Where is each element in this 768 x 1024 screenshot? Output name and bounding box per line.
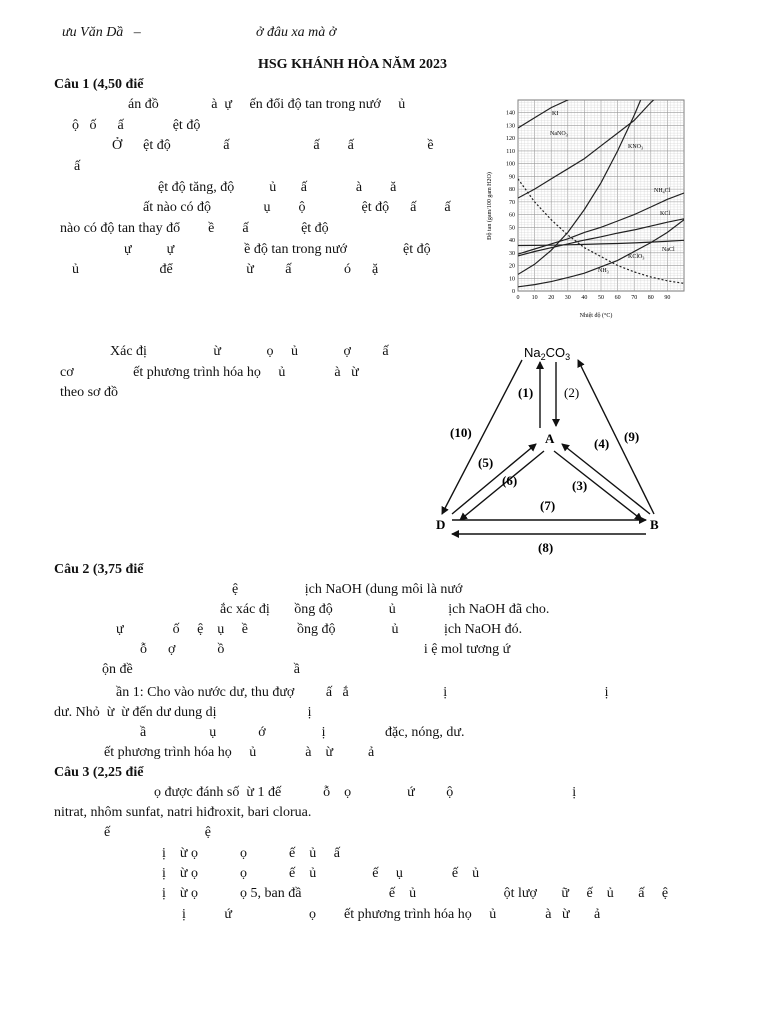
- q1-line: án đồ à ự ến đổi độ tan trong nướ ủ: [128, 97, 406, 112]
- edge-label-6: (6): [502, 473, 518, 488]
- chart-x-tick-label: 30: [564, 295, 571, 301]
- q1-heading: Câu 1 (4,50 điể: [54, 77, 144, 92]
- chart-x-tick-label: 70: [631, 295, 638, 301]
- q2-line: ết phương trình hóa họ ủ à ừ ả: [104, 745, 375, 760]
- edge-label-10: (10): [450, 425, 472, 440]
- arrow-3: [554, 451, 642, 520]
- chart-y-tick-label: 50: [509, 225, 515, 232]
- page-title: HSG KHÁNH HÒA NĂM 2023: [258, 57, 448, 72]
- q3-line: ế ệ: [104, 825, 211, 840]
- chart-y-tick-label: 60: [509, 212, 515, 219]
- chart-y-tick-label: 70: [509, 199, 515, 206]
- q2-heading: Câu 2 (3,75 điể: [54, 562, 144, 577]
- series-label-kcl: KCl: [660, 211, 671, 217]
- chart-x-tick-label: 80: [647, 295, 654, 301]
- q1-part2-line: theo sơ đồ: [60, 385, 118, 400]
- node-na2co3: $Na_2CO_3$: [524, 345, 571, 362]
- series-label-kno3: $KNO_3$: [628, 144, 643, 151]
- q2-line: ộn đề ầ: [102, 662, 300, 677]
- q1-line: ấ: [74, 159, 81, 174]
- edge-label-9: (9): [624, 429, 640, 444]
- solubility-chart: [478, 86, 696, 320]
- header-author: ưu Văn Dầ –: [62, 25, 141, 40]
- reaction-scheme: [418, 336, 680, 562]
- q2-line: ệ ịch NaOH (dung môi là nướ: [232, 582, 463, 597]
- q1-line: ự ự ề độ tan trong nướ ệt độ: [124, 242, 431, 257]
- chart-y-tick-label: 80: [509, 187, 515, 194]
- edge-label-2: (2): [564, 385, 580, 400]
- chart-y-tick-label: 0: [512, 289, 515, 295]
- series-label-nacl: NaCl: [662, 247, 675, 253]
- q1-line: ộ ố ấ ệt độ: [72, 118, 201, 133]
- chart-x-tick-label: 20: [548, 295, 555, 301]
- q2-line: ỗ ợ ồ i ệ mol tương ứ: [140, 642, 511, 657]
- q1-line: Ở ệt độ ấ ấ ấ ề: [112, 138, 434, 153]
- series-label-kclo3: KClO$_3$: [628, 254, 645, 261]
- chart-y-tick-label: 90: [509, 174, 515, 181]
- chart-y-tick-label: 140: [506, 110, 515, 117]
- chart-y-tick-label: 100: [506, 161, 515, 168]
- q2-line: ắc xác đị ồng độ ủ ịch NaOH đã cho.: [220, 602, 550, 617]
- arrow-9: [578, 360, 654, 514]
- chart-y-tick-label: 10: [509, 276, 515, 283]
- q3-line: ị ừ ọ ọ ế ủ ấ: [162, 846, 340, 861]
- q2-line: ự ố ệ ụ ề ồng độ ủ ịch NaOH đó.: [116, 622, 523, 637]
- chart-y-tick-label: 120: [506, 136, 515, 143]
- chart-x-tick-label: 10: [531, 295, 538, 301]
- q1-line: ủ để ừ ấ ó ặ: [72, 262, 379, 277]
- q2-line: dư. Nhỏ ừ ừ đến dư dung dị ị: [54, 705, 312, 720]
- q1-line: ệt độ tăng, độ ủ ấ à ă: [158, 180, 397, 195]
- node-b: B: [650, 517, 659, 532]
- q1-part2-line: cơ ết phương trình hóa họ ủ à ừ: [60, 365, 359, 380]
- q3-line: ị ừ ọ ọ 5, ban đầ ế ủ ột lượ ữ ế ủ ấ ệ: [162, 886, 669, 901]
- series-label-nano3: NaNO$_3$: [550, 131, 568, 138]
- series-label-nh4cl: $NH_4Cl$: [654, 188, 671, 195]
- q3-line: ị ứ ọ ết phương trình hóa họ ủ à ừ ả: [182, 907, 601, 922]
- edge-label-4: (4): [594, 436, 610, 451]
- edge-label-8: (8): [538, 540, 554, 555]
- q1-line: ất nào có độ ụ ộ ệt độ ấ ấ: [143, 200, 451, 215]
- q3-line: ọ được đánh số ừ 1 đế ỗ ọ ứ ộ ị: [154, 785, 577, 800]
- chart-y-tick-label: 20: [509, 263, 515, 270]
- series-label-ki: KI: [552, 111, 559, 117]
- q1-part2-line: Xác đị ừ ọ ủ ợ ấ: [110, 344, 389, 359]
- header-motto: ở đâu xa mà ở: [256, 25, 337, 40]
- chart-x-tick-label: 90: [664, 295, 671, 301]
- q1-line: nào có độ tan thay đổ ề ấ ệt độ: [60, 221, 329, 236]
- chart-x-tick-label: 50: [598, 295, 604, 301]
- series-label-nh3: $NH_3$: [598, 268, 609, 275]
- chart-x-tick-label: 0: [516, 295, 520, 301]
- arrow-5: [452, 444, 536, 514]
- q3-line: ị ừ ọ ọ ế ủ ế ụ ế ủ: [162, 866, 480, 881]
- q3-heading: Câu 3 (2,25 điể: [54, 765, 144, 780]
- edge-label-5: (5): [478, 455, 494, 470]
- chart-y-tick-label: 30: [509, 250, 515, 257]
- chart-y-axis-label: Độ tan (gam/100 gam H2O): [487, 172, 493, 240]
- q2-line: ần 1: Cho vào nước dư, thu đượ ấ ắ ị ị: [116, 685, 609, 700]
- chart-y-tick-label: 40: [509, 238, 515, 245]
- chart-y-tick-label: 130: [506, 123, 515, 130]
- chart-x-tick-label: 40: [581, 295, 588, 301]
- edge-label-1: (1): [518, 385, 534, 400]
- chart-x-tick-label: 60: [614, 295, 621, 301]
- edge-label-7: (7): [540, 498, 556, 513]
- q2-line: ầ ụ ớ ị đặc, nóng, dư.: [140, 725, 465, 740]
- q3-line: nitrat, nhôm sunfat, natri hiđroxit, bari clorua.: [54, 805, 312, 820]
- chart-x-axis-label: Nhiệt độ (°C): [579, 313, 613, 319]
- node-a: A: [545, 431, 555, 446]
- node-d: D: [436, 517, 446, 532]
- chart-y-tick-label: 110: [506, 148, 515, 155]
- edge-label-3: (3): [572, 478, 588, 493]
